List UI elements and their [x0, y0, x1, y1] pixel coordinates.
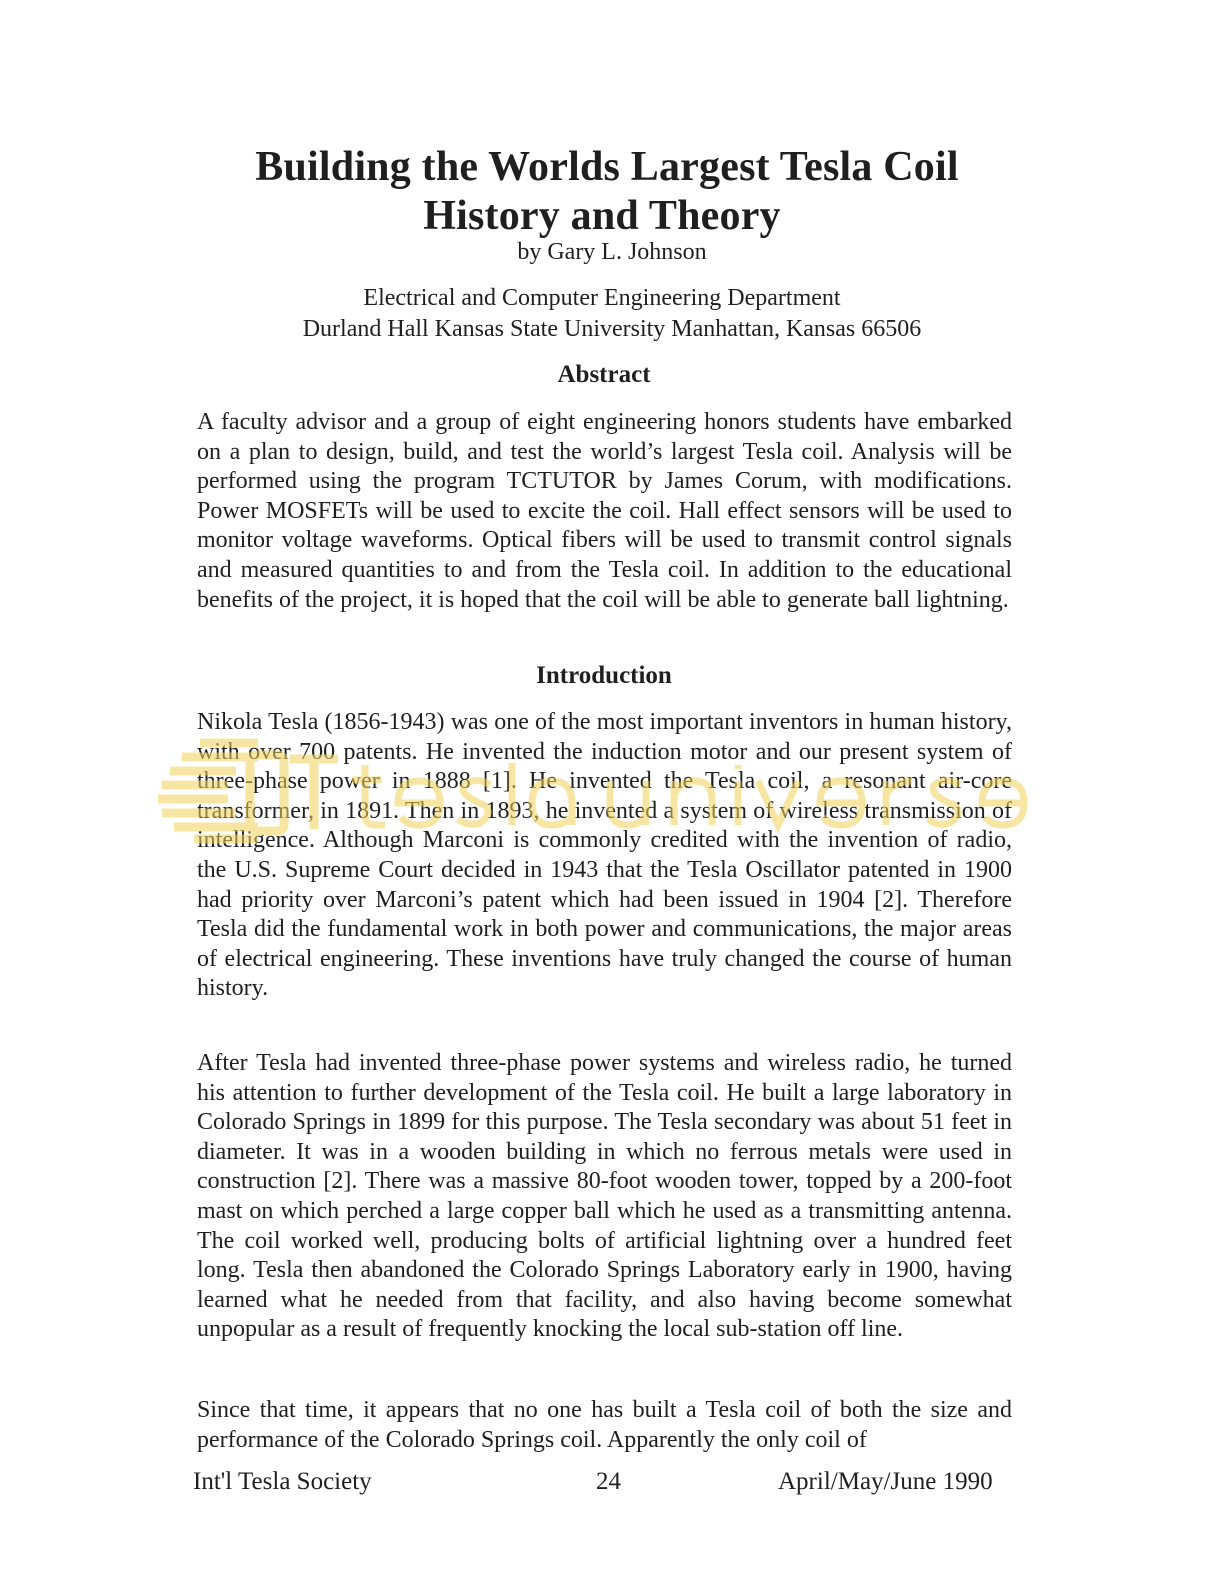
- introduction-heading: Introduction: [536, 662, 672, 689]
- department: Electrical and Computer Engineering Department: [363, 285, 841, 311]
- address: Durland Hall Kansas State University Manhattan, Kansas 66506: [302, 316, 922, 342]
- title-line-1: Building the Worlds Largest Tesla Coil: [255, 144, 959, 190]
- intro-paragraph-2: After Tesla had invented three-phase power systems and wireless radio, he turned his attention to further development of the Tesla coil. He built a large laboratory in Colorado Springs in 1899 for this purpose. The Tesla secondary was about 51 feet in diameter. It was in a wooden building in which no ferrous metals were used in construction [2]. There was a massive 80-foot wooden tower, topped by a 200-foot mast on which perched a large copper ball which he used as a transmitting antenna. The coil worked well, producing bolts of artificial lightning over a hundred feet long. Tesla then abandoned the Colorado Springs Laboratory early in 1900, having learned what he needed from that facility, and also having become somewhat unpopular as a result of frequently knocking the local sub-station off line.: [197, 1050, 1012, 1343]
- footer-publication: Int'l Tesla Society: [193, 1468, 372, 1495]
- footer-page-number: 24: [596, 1468, 621, 1495]
- intro-paragraph-1: Nikola Tesla (1856-1943) was one of the most important inventors in human history, with over 700 patents. He invented the induction motor and our present system of three-phase power in 1888 [1]. He invented the Tesla coil, a resonant air-core transformer, in 1891. Then in 1893, he invented a system of wireless transmission of intelligence. Although Marconi is commonly credited with the invention of radio, the U.S. Supreme Court decided in 1943 that the Tesla Oscillator patented in 1900 had priority over Marconi’s patent which had been issued in 1904 [2]. Therefore Tesla did the fundamental work in both power and communications, the major areas of electrical engineering. These inventions have truly changed the course of human history.: [197, 709, 1012, 1002]
- abstract-heading: Abstract: [557, 361, 651, 388]
- byline: by Gary L. Johnson: [517, 239, 707, 265]
- intro-paragraph-3: Since that time, it appears that no one has built a Tesla coil of both the size and performance of the Colorado Springs coil. Apparently the only coil of: [197, 1397, 1012, 1453]
- title-line-2: History and Theory: [423, 193, 781, 239]
- abstract-text: A faculty advisor and a group of eight engineering honors students have embarked on a plan to design, build, and test the world’s largest Tesla coil. Analysis will be performed using the program TCTUTOR by James Corum, with modifications. Power MOSFETs will be used to excite the coil. Hall effect sensors will be used to monitor voltage waveforms. Optical fibers will be used to transmit control signals and measured quantities to and from the Tesla coil. In addition to the educational benefits of the project, it is hoped that the coil will be able to generate ball lightning.: [197, 409, 1012, 613]
- footer-issue-date: April/May/June 1990: [778, 1468, 993, 1495]
